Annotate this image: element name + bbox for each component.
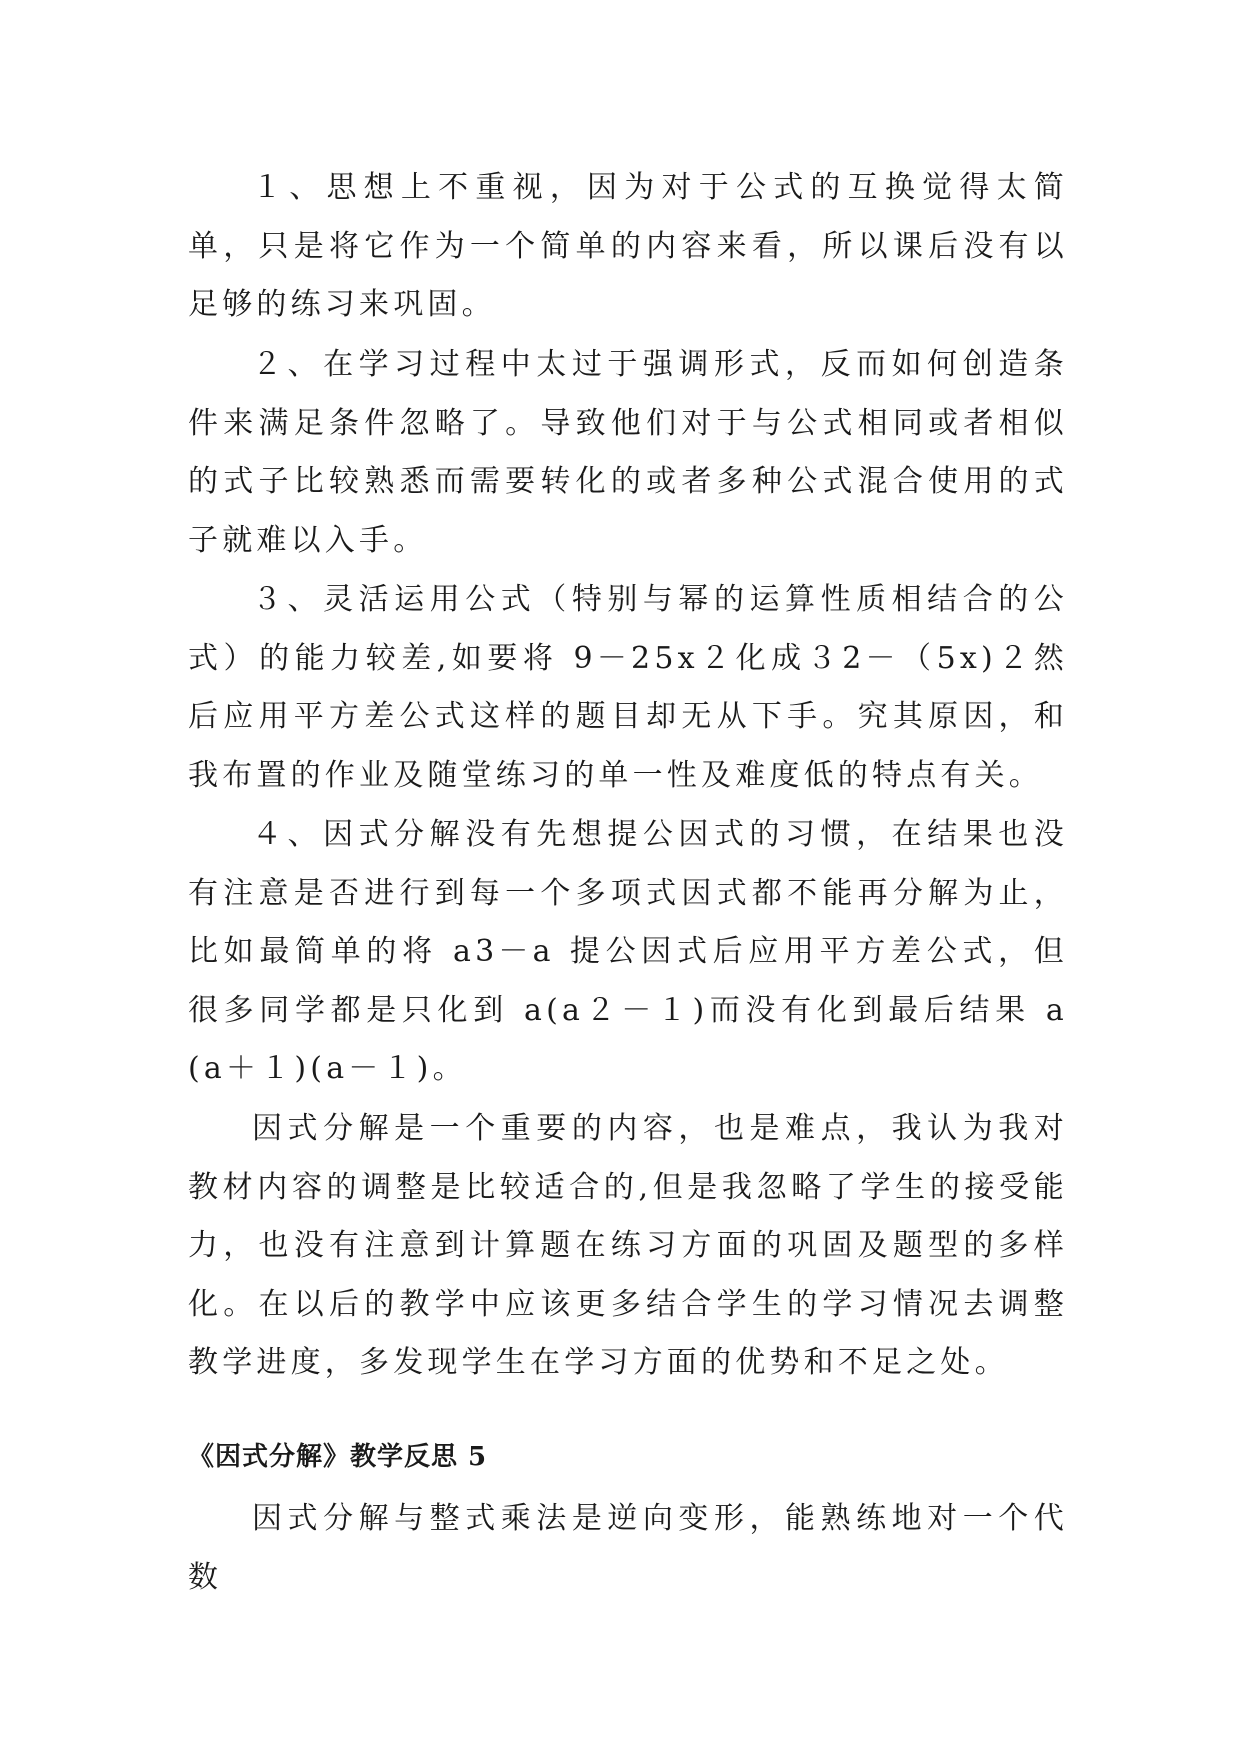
paragraph-point-3: ３、灵活运用公式（特别与幂的运算性质相结合的公式）的能力较差,如要将 9－25x２化成３2－（5x)２然后应用平方差公式这样的题目却无从下手。究其原因，和我布置的作业及随堂练习的单一性及难度低的特点有关。	[188, 582, 1068, 793]
paragraph-point-2: ２、在学习过程中太过于强调形式，反而如何创造条件来满足条件忽略了。导致他们对于与公式相同或者相似的式子比较熟悉而需要转化的或者多种公式混合使用的式子就难以入手。	[188, 347, 1068, 558]
section-title: 《因式分解》教学反思 5	[188, 1442, 488, 1472]
paragraph-point-1: １、思想上不重视，因为对于公式的互换觉得太简单，只是将它作为一个简单的内容来看，所以课后没有以足够的练习来巩固。	[188, 170, 1068, 322]
paragraph-summary: 因式分解是一个重要的内容，也是难点，我认为我对教材内容的调整是比较适合的,但是我忽略了学生的接受能力，也没有注意到计算题在练习方面的巩固及题型的多样化。在以后的教学中应该更多结合学生的学习情况去调整教学进度，多发现学生在学习方面的优势和不足之处。	[188, 1111, 1068, 1380]
paragraph-point-4: ４、因式分解没有先想提公因式的习惯，在结果也没有注意是否进行到每一个多项式因式都不能再分解为止，比如最简单的将 a3－a 提公因式后应用平方差公式，但很多同学都是只化到 a(a２－１)而没有化到最后结果 a(a＋１)(a－１)。	[188, 817, 1068, 1086]
section-first-paragraph: 因式分解与整式乘法是逆向变形，能熟练地对一个代数	[188, 1501, 1068, 1595]
